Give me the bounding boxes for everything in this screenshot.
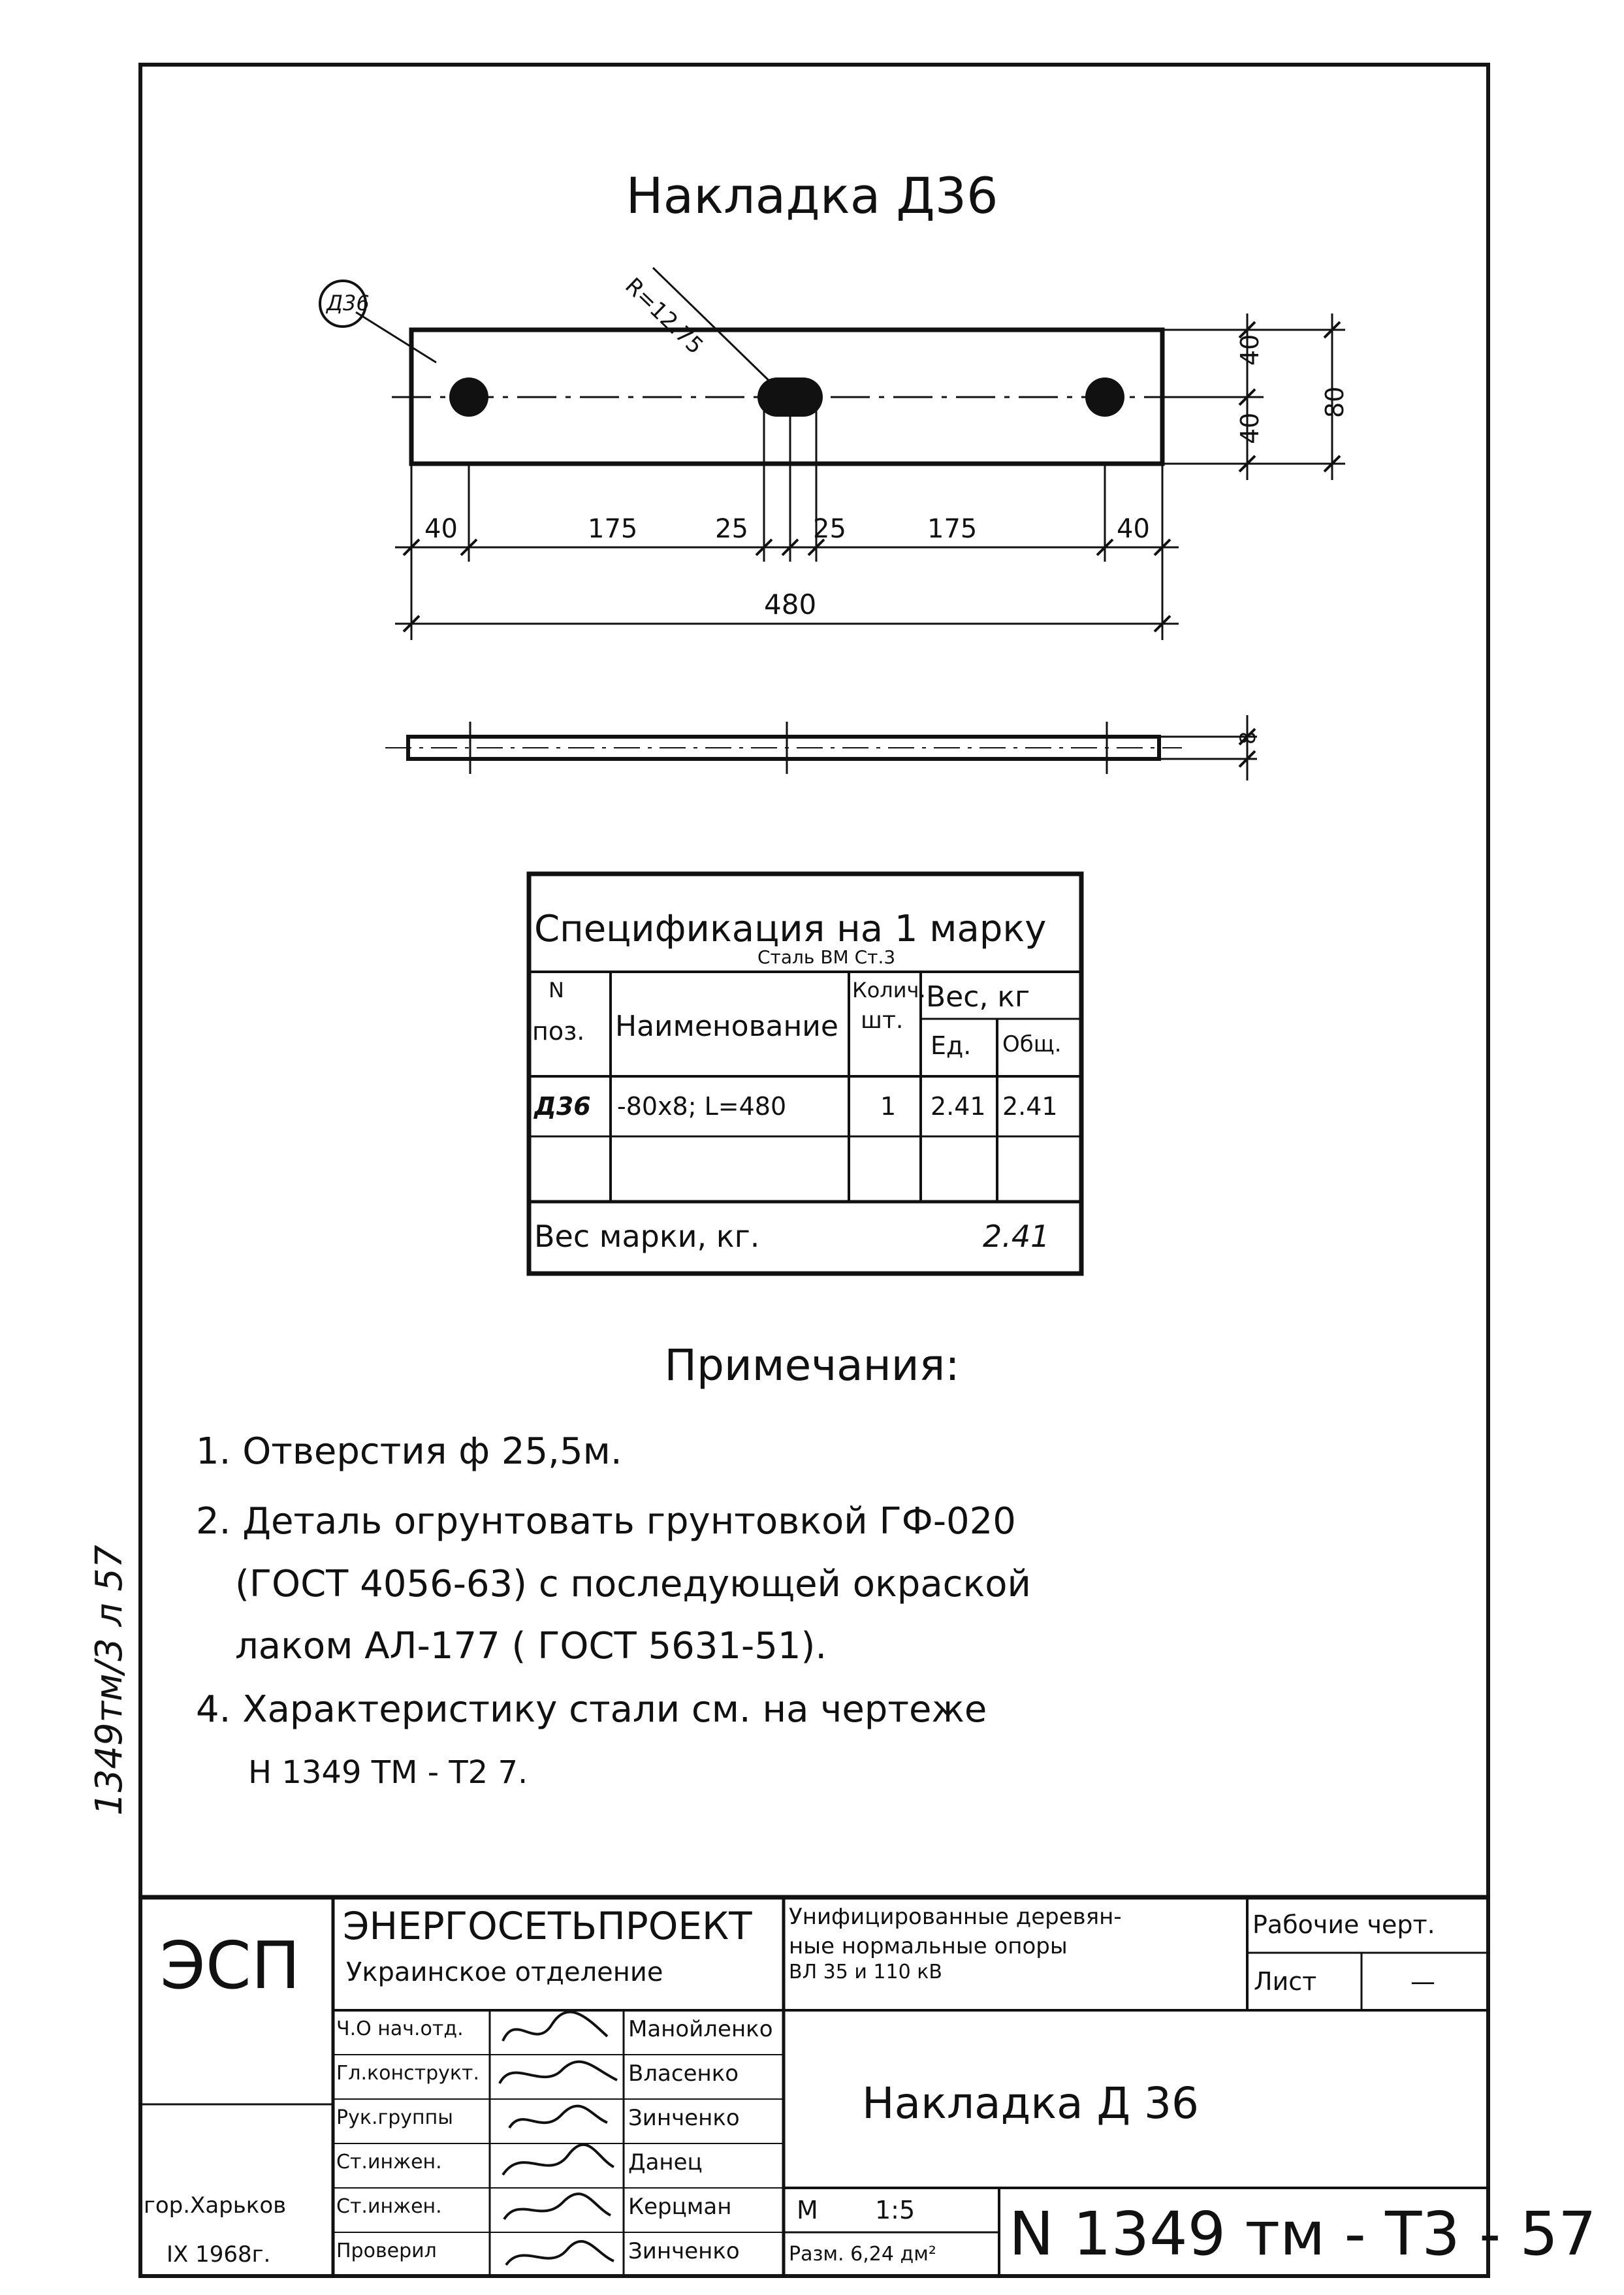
note-line-3: (ГОСТ 4056-63) с последующей окраской — [235, 1563, 1031, 1605]
tb-role-2: Гл.конструкт. — [336, 2062, 479, 2085]
tb-project-2: ные нормальные опоры — [789, 1933, 1068, 1959]
tb-city: гор.Харьков — [144, 2192, 287, 2219]
tb-project-3: ВЛ 35 и 110 кВ — [789, 1961, 942, 1983]
spec-weight-label: Вес марки, кг. — [534, 1219, 760, 1254]
dim-label-right-bottom: 40 — [1235, 412, 1264, 444]
signature-3 — [509, 2106, 607, 2128]
note-line-6: Н 1349 ТМ - Т2 7. — [248, 1754, 528, 1791]
tb-org-1: ЭНЕРГОСЕТЬПРОЕКТ — [343, 1904, 752, 1948]
tb-scale-value: 1:5 — [875, 2196, 915, 2224]
tb-org-2: Украинское отделение — [346, 1957, 663, 1987]
tb-role-5: Ст.инжен. — [336, 2195, 442, 2218]
spec-row-unit: 2.41 — [931, 1092, 986, 1121]
spec-subtitle: Сталь ВМ Ст.3 — [757, 946, 896, 968]
signature-2 — [500, 2062, 617, 2083]
signature-5 — [504, 2194, 611, 2219]
part-mark-label: Д36 — [326, 291, 370, 315]
tb-part-name: Накладка Д 36 — [862, 2078, 1200, 2128]
note-line-4: лаком АЛ-177 ( ГОСТ 5631-51). — [235, 1625, 827, 1667]
spec-header-weight: Вес, кг — [926, 980, 1030, 1014]
tb-name-6: Зинченко — [628, 2238, 740, 2264]
tb-size: Разм. 6,24 дм² — [789, 2243, 936, 2266]
tb-name-2: Власенко — [628, 2061, 739, 2087]
dim-label-right-175: 175 — [927, 514, 978, 544]
notes-heading: Примечания: — [664, 1340, 960, 1390]
tb-scale-label: М — [797, 2196, 818, 2224]
tb-sheet-label: Лист — [1254, 1967, 1317, 1996]
tb-sheet-value: — — [1410, 1967, 1435, 1996]
tb-role-6: Проверил — [336, 2239, 437, 2262]
spec-header-unit: Ед. — [931, 1031, 972, 1060]
tb-role-3: Рук.группы — [336, 2106, 453, 2129]
dim-label-left-25: 25 — [715, 514, 748, 544]
tb-date: IX 1968г. — [167, 2241, 271, 2268]
tb-name-3: Зинченко — [628, 2105, 740, 2131]
dim-label-left-175: 175 — [588, 514, 638, 544]
tb-doc-number: N 1349 тм - Т3 - 57 — [1009, 2199, 1597, 2269]
note-line-1: 1. Отверстия ф 25,5м. — [196, 1430, 622, 1473]
dim-label-left-40: 40 — [424, 514, 458, 544]
tb-name-1: Манойленко — [628, 2016, 773, 2042]
dim-label-right-top: 40 — [1235, 334, 1264, 366]
spec-weight-value: 2.41 — [983, 1219, 1050, 1254]
tb-role-1: Ч.О нач.отд. — [336, 2017, 464, 2040]
note-line-5: 4. Характеристику стали см. на чертеже — [196, 1688, 987, 1731]
tb-project-1: Унифицированные деревян- — [789, 1904, 1122, 1930]
tb-name-5: Керцман — [628, 2194, 732, 2220]
signature-6 — [506, 2241, 614, 2265]
spec-header-qty-1: Колич. — [852, 978, 926, 1003]
dim-label-thickness: 8 — [1235, 731, 1260, 745]
spec-title: Спецификация на 1 марку — [534, 908, 1047, 950]
signature-4 — [503, 2145, 614, 2175]
spec-row-total: 2.41 — [1002, 1092, 1058, 1121]
drawing-title: Накладка Д36 — [626, 167, 998, 225]
spec-header-qty-2: шт. — [861, 1007, 904, 1034]
dim-label-right-25: 25 — [813, 514, 846, 544]
dim-label-overall: 480 — [764, 588, 817, 620]
spec-header-pos-1: N — [549, 978, 564, 1003]
note-line-2: 2. Деталь огрунтовать грунтовкой ГФ-020 — [196, 1500, 1016, 1543]
tb-name-4: Данец — [628, 2149, 703, 2175]
signature-1 — [503, 2012, 607, 2041]
radius-label: R=12.75 — [620, 272, 709, 360]
dim-label-height: 80 — [1320, 386, 1349, 418]
spec-row-qty: 1 — [880, 1092, 897, 1121]
tb-role-4: Ст.инжен. — [336, 2151, 442, 2174]
spec-header-pos-2: поз. — [532, 1017, 585, 1046]
tb-logo: ЭСП — [160, 1927, 300, 2004]
dim-label-right-40: 40 — [1117, 514, 1150, 544]
tb-stage: Рабочие черт. — [1252, 1910, 1435, 1939]
spec-row-pos: Д36 — [534, 1092, 591, 1121]
side-archive-note: 1349тм/3 л 57 — [88, 1545, 131, 1816]
spec-header-total: Общ. — [1002, 1031, 1062, 1057]
spec-header-name: Наименование — [615, 1010, 838, 1043]
spec-row-name: -80x8; L=480 — [617, 1092, 787, 1121]
